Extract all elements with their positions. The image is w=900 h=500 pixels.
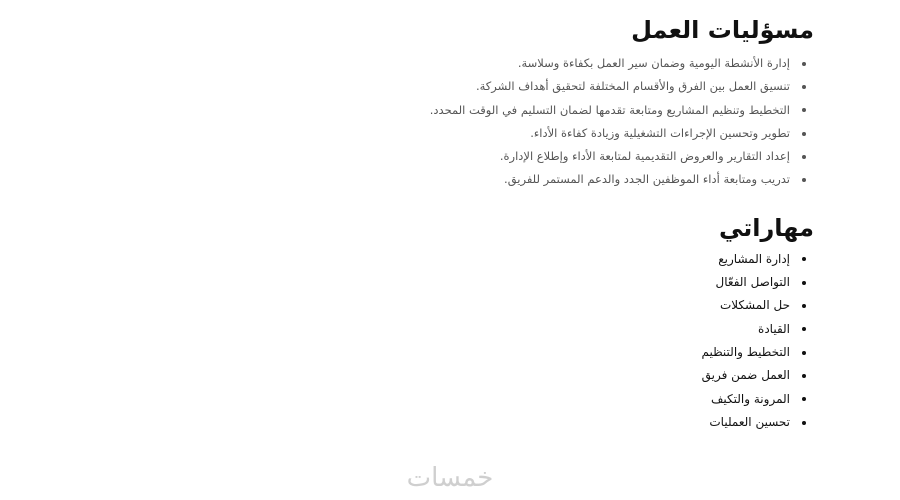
- content-column: [294, 10, 814, 434]
- responsibilities-list: [294, 52, 814, 192]
- skill-item: تحسين العمليات: [294, 411, 814, 434]
- responsibilities-heading: مسؤليات العمل: [631, 16, 814, 44]
- responsibility-item: تطوير وتحسين الإجراءات التشغيلية وزيادة كفاءة الأداء.: [294, 122, 814, 145]
- responsibility-item: التخطيط وتنظيم المشاريع ومتابعة تقدمها لضمان التسليم في الوقت المحدد.: [294, 99, 814, 122]
- responsibility-item: إعداد التقارير والعروض التقديمية لمتابعة الأداء وإطلاع الإدارة.: [294, 145, 814, 168]
- skill-item: القيادة: [294, 318, 814, 341]
- skills-heading: مهاراتي: [718, 213, 814, 242]
- skills-list: [294, 248, 814, 434]
- skill-item: حل المشكلات: [294, 294, 814, 317]
- watermark-logo: خمسات: [406, 463, 494, 493]
- responsibility-item: إدارة الأنشطة اليومية وضمان سير العمل بكفاءة وسلاسة.: [294, 52, 814, 75]
- skill-item: العمل ضمن فريق: [294, 364, 814, 387]
- skill-item: المرونة والتكيف: [294, 388, 814, 411]
- responsibility-item: تدريب ومتابعة أداء الموظفين الجدد والدعم المستمر للفريق.: [294, 168, 814, 191]
- skill-item: التخطيط والتنظيم: [294, 341, 814, 364]
- skill-item: التواصل الفعّال: [294, 271, 814, 294]
- skill-item: إدارة المشاريع: [294, 248, 814, 271]
- responsibility-item: تنسيق العمل بين الفرق والأقسام المختلفة لتحقيق أهداف الشركة.: [294, 75, 814, 98]
